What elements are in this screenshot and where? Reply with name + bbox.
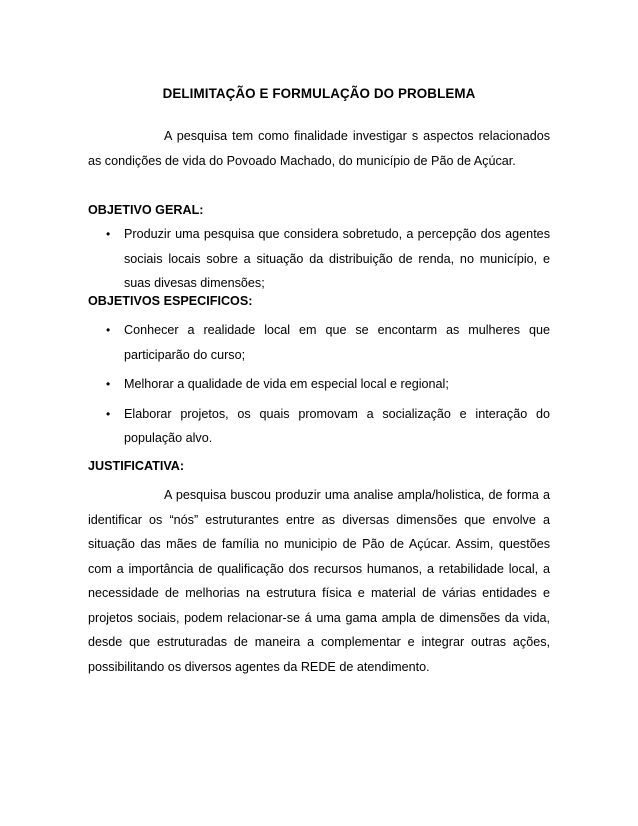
list-item-text: Melhorar a qualidade de vida em especial local e regional; (124, 377, 449, 391)
bullet-icon: • (106, 377, 111, 391)
objetivos-especificos-heading: OBJETIVOS ESPECIFICOS: (88, 294, 253, 308)
objetivos-especificos-list (88, 318, 550, 456)
list-item-text: Elaborar projetos, os quais promovam a socialização e interação do população alvo. (124, 406, 550, 445)
bullet-icon: • (106, 323, 111, 337)
justificativa-heading: JUSTIFICATIVA: (88, 459, 185, 473)
list-item (88, 222, 550, 296)
justificativa-paragraph (88, 483, 550, 679)
objetivo-geral-list (88, 222, 550, 296)
list-item (88, 318, 550, 367)
intro-paragraph (88, 124, 550, 173)
justificativa-text: A pesquisa buscou produzir uma analise ampla/holistica, de forma a identificar os “nós” estruturantes entre as diversas dimensões que envolve a situação das mães de família no municipio de Pão de Açúcar. Assim, questões com a importância de qualificação dos recursos humanos, a retabilidade local, a necessidade de melhorias na estrutura física e material de várias entidades e projetos sociais, podem relacionar-se á uma gama ampla de dimensões da vida, desde que estruturadas de maneira a complementar e integrar outras ações, possibilitando os diversos agentes da REDE de atendimento. (88, 488, 550, 674)
list-item-text: Produzir uma pesquisa que considera sobretudo, a percepção dos agentes sociais locais sobre a situação da distribuição de renda, no município, e suas divesas dimensões; (124, 227, 550, 290)
bullet-icon: • (106, 227, 111, 241)
objetivo-geral-heading: OBJETIVO GERAL: (88, 203, 204, 217)
list-item (88, 402, 550, 451)
bullet-icon: • (106, 406, 111, 421)
list-item (88, 372, 550, 397)
intro-text: A pesquisa tem como finalidade investigar s aspectos relacionados as condições de vida do Povoado Machado, do município de Pão de Açúcar. (88, 129, 550, 168)
document-title: DELIMITAÇÃO E FORMULAÇÃO DO PROBLEMA (162, 86, 476, 101)
list-item-text: Conhecer a realidade local em que se encontarm as mulheres que participarão do curso; (124, 323, 550, 362)
